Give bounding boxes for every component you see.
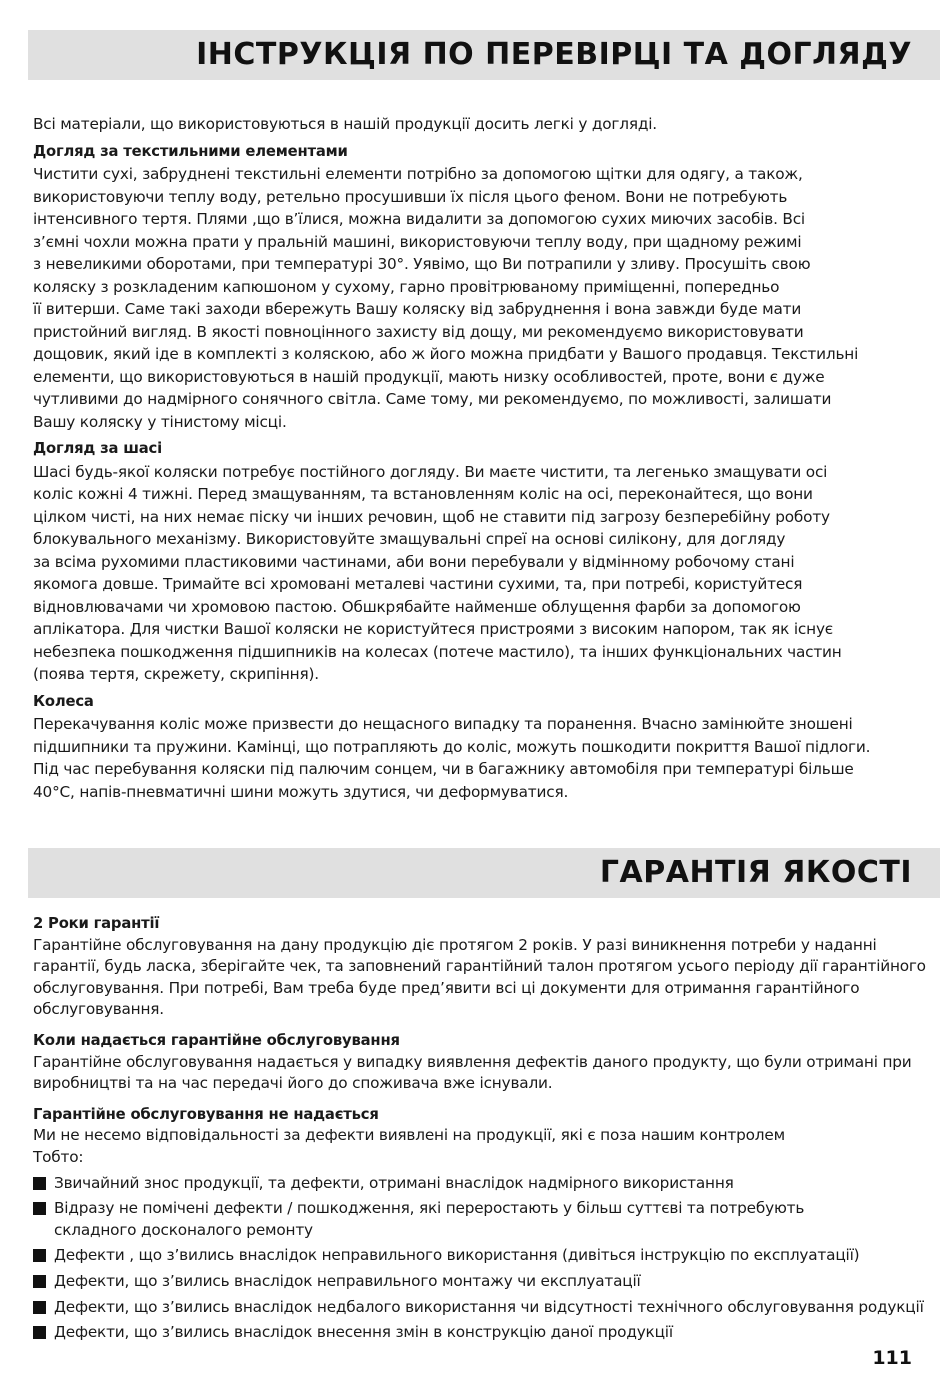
bullet-square-icon — [33, 1301, 46, 1314]
list-item: Дефекти, що з’вились внаслідок недбалого використання чи відсутності технічного обслуговування родукції — [33, 1297, 928, 1319]
care-section-title: ІНСТРУКЦІЯ ПО ПЕРЕВІРЦІ ТА ДОГЛЯДУ — [196, 37, 912, 72]
list-item: Дефекти, що з’вились внаслідок внесення змін в конструкцію даної продукції — [33, 1322, 928, 1344]
list-item: Відразу не помічені дефекти / пошкодження, які переростають у більш суттєві та потребують складного досконалого ремонту — [33, 1198, 928, 1241]
bullet-square-icon — [33, 1202, 46, 1215]
warranty-when-heading: Коли надається гарантійне обслуговування — [33, 1031, 400, 1049]
exclusions-list — [33, 1173, 928, 1344]
wheels-paragraph: Перекачування коліс може призвести до нещасного випадку та поранення. Вчасно замінюйте зношені підшипники та пружини. Камінці, що потрапляють до коліс, можуть пошкодити покриття Вашої підлоги. Під час перебування коляски під палючим сонцем, чи в багажнику автомобіля при температурі більше 40°С, напів-пневматичні шини можуть здутися, чи деформуватися. — [33, 715, 871, 801]
warranty-not-paragraph: Ми не несемо відповідальності за дефекти виявлені на продукції, які є поза нашим контролем Тобто: — [33, 1126, 785, 1166]
care-section-body — [33, 113, 928, 803]
care-intro: Всі матеріали, що використовуються в нашій продукції досить легкі у догляді. — [33, 115, 657, 133]
chassis-care-heading: Догляд за шасі — [33, 440, 162, 457]
bullet-square-icon — [33, 1326, 46, 1339]
list-item: Дефекти , що з’вились внаслідок неправильного використання (дивіться інструкцію по експлуатації) — [33, 1245, 928, 1267]
warranty-years-paragraph: Гарантійне обслуговування на дану продукцію діє протягом 2 років. У разі виникнення потреби у наданні гарантії, будь ласка, зберігайте чек, та заповнений гарантійний талон протягом усього періоду дії гарантійного обслуговування. При потребі, Вам треба буде пред’явити всі ці документи для отримання гарантійного обслуговування. — [33, 935, 926, 1019]
warranty-section-body — [33, 913, 928, 1348]
wheels-heading: Колеса — [33, 692, 94, 710]
page-number: 111 — [872, 1347, 912, 1369]
list-item: Звичайний знос продукції, та дефекти, отримані внаслідок надмірного використання — [33, 1173, 928, 1195]
warranty-when-paragraph: Гарантійне обслуговування надається у випадку виявлення дефектів даного продукту, що були отримані при виробництві та на час передачі його до споживача вже існували. — [33, 1052, 912, 1093]
list-item: Дефекти, що з’вились внаслідок неправильного монтажу чи експлуатації — [33, 1271, 928, 1293]
bullet-square-icon — [33, 1249, 46, 1262]
textile-care-heading: Догляд за текстильними елементами — [33, 142, 348, 160]
care-section-banner — [28, 30, 940, 80]
warranty-section-title: ГАРАНТІЯ ЯКОСТІ — [599, 855, 912, 890]
warranty-years-heading: 2 Роки гарантії — [33, 915, 160, 932]
bullet-square-icon — [33, 1275, 46, 1288]
bullet-square-icon — [33, 1177, 46, 1190]
warranty-section-banner — [28, 848, 940, 898]
warranty-not-heading: Гарантійне обслуговування не надається — [33, 1105, 379, 1123]
textile-care-paragraph: Чистити сухі, забруднені текстильні елементи потрібно за допомогою щітки для одягу, а також, використовуючи теплу воду, ретельно просушивши їх після цього феном. Вони не потребують інтенсивного тертя. Плями ,що в’їлися, можна видалити за допомогою сухих миючих засобів. Всі з’ємні чохли можна прати у пральній машині, використовуючи теплу воду, при щадному режимі з невеликими оборотами, при температурі 30°. Уявімо, що Ви потрапили у зливу. Просушіть свою коляску з розкладеним капюшоном у сухому, гарно провітрюваному приміщенні, попередньо її витерши. Саме такі заходи вбережуть Вашу коляску від забруднення і вона завжди буде мати пристойний вигляд. В якості повноцінного захисту від дощу, ми рекомендуємо використовувати дощовик, який іде в комплекті з коляскою, або ж його можна придбати у Вашого продавця. Текстильні елементи, що використовуються в нашій продукції, мають низку особливостей, проте, вони є дуже чутливими до надмірного сонячного світла. Саме тому, ми рекомендуємо, по можливості, залишати Вашу коляску у тінистому місці. — [33, 165, 859, 431]
chassis-care-paragraph: Шасі будь-якої коляски потребує постійного догляду. Ви маєте чистити, та легенько змащувати осі коліс кожні 4 тижні. Перед змащуванням, та встановленням коліс на осі, переконайтеся, що вони цілком чисті, на них немає піску чи інших речовин, щоб не ставити під загрозу безперебійну роботу блокувального механізму. Використовуйте змащувальні спреї на основі силікону, для догляду за всіма рухомими пластиковими частинами, аби вони перебували у відмінному робочому стані якомога довше. Тримайте всі хромовані металеві частини сухими, та, при потребі, користуйтеся відновлювачами чи хромовою пастою. Обшкрябайте найменше облущення фарби за допомогою аплікатора. Для чистки Вашої коляски не користуйтеся пристроями з високим напором, так як існує небезпека пошкодження підшипників на колесах (потече мастило), та інших функціональних частин (поява тертя, скрежету, скрипіння). — [33, 462, 842, 683]
